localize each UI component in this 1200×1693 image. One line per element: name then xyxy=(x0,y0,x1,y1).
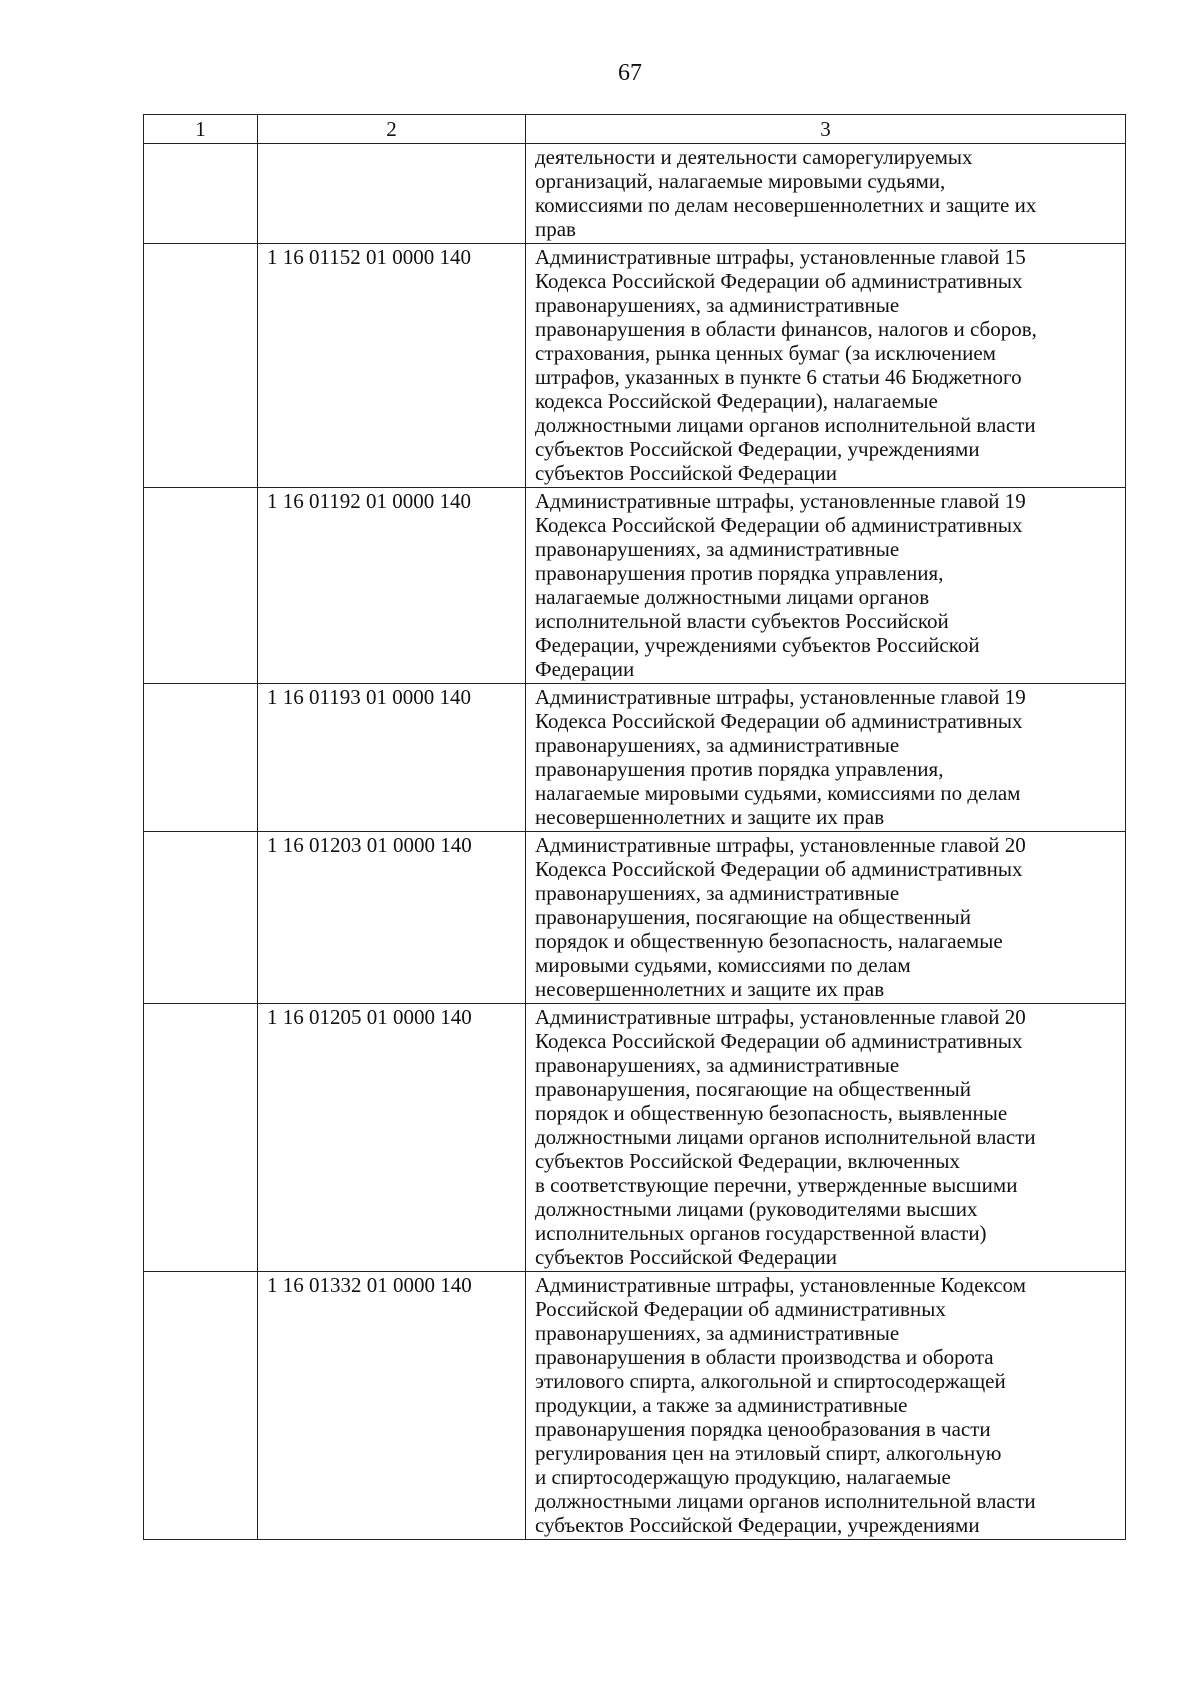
table-row xyxy=(144,684,1126,832)
description-line: Кодекса Российской Федерации об административных xyxy=(535,709,1023,733)
description-line: субъектов Российской Федерации xyxy=(535,1245,838,1269)
budget-codes-table xyxy=(143,114,1126,1540)
description-line: правонарушения в области производства и оборота xyxy=(535,1345,994,1369)
description-line: правонарушениях, за административные xyxy=(535,733,900,757)
table-row xyxy=(144,144,1126,244)
column-header-3: 3 xyxy=(526,115,1126,144)
description-line: должностными лицами органов исполнительной власти xyxy=(535,413,1036,437)
table-body xyxy=(144,115,1126,1540)
table-row xyxy=(144,1004,1126,1272)
description-line: комиссиями по делам несовершеннолетних и защите их xyxy=(535,193,1037,217)
description-line: должностными лицами (руководителями высших xyxy=(535,1197,978,1221)
description-cell xyxy=(526,144,1126,244)
description-line: Федерации, учреждениями субъектов Российской xyxy=(535,633,980,657)
description-line: прав xyxy=(535,217,576,241)
description-line: Административные штрафы, установленные главой 19 xyxy=(535,685,1026,709)
row-number-cell xyxy=(144,1004,258,1272)
budget-code-cell: 1 16 01193 01 0000 140 xyxy=(258,684,526,832)
description-cell xyxy=(526,488,1126,684)
description-line: налагаемые должностными лицами органов xyxy=(535,585,930,609)
description-line: в соответствующие перечни, утвержденные высшими xyxy=(535,1173,1018,1197)
budget-code-cell: 1 16 01152 01 0000 140 xyxy=(258,244,526,488)
table-row xyxy=(144,832,1126,1004)
budget-code-cell: 1 16 01192 01 0000 140 xyxy=(258,488,526,684)
description-line: Кодекса Российской Федерации об административных xyxy=(535,513,1023,537)
description-line: штрафов, указанных в пункте 6 статьи 46 Бюджетного xyxy=(535,365,1022,389)
table-row xyxy=(144,244,1126,488)
description-line: правонарушениях, за административные xyxy=(535,881,900,905)
description-line: продукции, а также за административные xyxy=(535,1393,908,1417)
description-line: правонарушения против порядка управления, xyxy=(535,757,944,781)
description-line: Федерации xyxy=(535,657,635,681)
description-line: должностными лицами органов исполнительной власти xyxy=(535,1489,1036,1513)
table-row xyxy=(144,488,1126,684)
description-cell xyxy=(526,244,1126,488)
description-line: правонарушения порядка ценообразования в части xyxy=(535,1417,991,1441)
description-line: правонарушениях, за административные xyxy=(535,537,900,561)
description-line: правонарушения, посягающие на общественный xyxy=(535,905,972,929)
description-line: исполнительной власти субъектов Российской xyxy=(535,609,949,633)
row-number-cell xyxy=(144,244,258,488)
budget-code-cell: 1 16 01205 01 0000 140 xyxy=(258,1004,526,1272)
description-cell xyxy=(526,1004,1126,1272)
description-line: Кодекса Российской Федерации об административных xyxy=(535,269,1023,293)
row-number-cell xyxy=(144,832,258,1004)
row-number-cell xyxy=(144,144,258,244)
description-line: исполнительных органов государственной власти) xyxy=(535,1221,987,1245)
description-cell xyxy=(526,1272,1126,1540)
description-line: порядок и общественную безопасность, выявленные xyxy=(535,1101,1008,1125)
description-line: кодекса Российской Федерации), налагаемые xyxy=(535,389,938,413)
description-cell xyxy=(526,832,1126,1004)
description-line: Административные штрафы, установленные Кодексом xyxy=(535,1273,1026,1297)
description-line: Административные штрафы, установленные главой 20 xyxy=(535,833,1026,857)
description-line: субъектов Российской Федерации, включенных xyxy=(535,1149,960,1173)
description-line: регулирования цен на этиловый спирт, алкогольную xyxy=(535,1441,1002,1465)
description-line: страхования, рынка ценных бумаг (за исключением xyxy=(535,341,996,365)
description-line: несовершеннолетних и защите их прав xyxy=(535,977,885,1001)
description-line: порядок и общественную безопасность, налагаемые xyxy=(535,929,1003,953)
description-line: налагаемые мировыми судьями, комиссиями по делам xyxy=(535,781,1021,805)
description-line: Кодекса Российской Федерации об административных xyxy=(535,857,1023,881)
description-line: субъектов Российской Федерации, учреждениями xyxy=(535,437,980,461)
description-line: Административные штрафы, установленные главой 20 xyxy=(535,1005,1026,1029)
row-number-cell xyxy=(144,488,258,684)
description-line: и спиртосодержащую продукцию, налагаемые xyxy=(535,1465,951,1489)
description-line: правонарушения, посягающие на общественный xyxy=(535,1077,972,1101)
page-number: 67 xyxy=(618,60,642,86)
description-line: Административные штрафы, установленные главой 19 xyxy=(535,489,1026,513)
description-line: организаций, налагаемые мировыми судьями, xyxy=(535,169,946,193)
description-line: Российской Федерации об административных xyxy=(535,1297,946,1321)
column-header-1: 1 xyxy=(144,115,258,144)
description-line: Кодекса Российской Федерации об административных xyxy=(535,1029,1023,1053)
description-line: субъектов Российской Федерации, учреждениями xyxy=(535,1513,980,1537)
table-row xyxy=(144,1272,1126,1540)
budget-code-cell: 1 16 01203 01 0000 140 xyxy=(258,832,526,1004)
budget-code-cell: 1 16 01332 01 0000 140 xyxy=(258,1272,526,1540)
row-number-cell xyxy=(144,1272,258,1540)
column-header-2: 2 xyxy=(258,115,526,144)
description-cell xyxy=(526,684,1126,832)
description-line: несовершеннолетних и защите их прав xyxy=(535,805,885,829)
table-header-row xyxy=(144,115,1126,144)
budget-code-cell xyxy=(258,144,526,244)
description-line: должностными лицами органов исполнительной власти xyxy=(535,1125,1036,1149)
description-line: Административные штрафы, установленные главой 15 xyxy=(535,245,1026,269)
description-line: правонарушениях, за административные xyxy=(535,1053,900,1077)
description-line: деятельности и деятельности саморегулируемых xyxy=(535,145,973,169)
row-number-cell xyxy=(144,684,258,832)
description-line: правонарушениях, за административные xyxy=(535,1321,900,1345)
description-line: субъектов Российской Федерации xyxy=(535,461,838,485)
description-line: мировыми судьями, комиссиями по делам xyxy=(535,953,911,977)
description-line: правонарушения в области финансов, налогов и сборов, xyxy=(535,317,1037,341)
description-line: правонарушениях, за административные xyxy=(535,293,900,317)
description-line: правонарушения против порядка управления, xyxy=(535,561,944,585)
description-line: этилового спирта, алкогольной и спиртосодержащей xyxy=(535,1369,1006,1393)
